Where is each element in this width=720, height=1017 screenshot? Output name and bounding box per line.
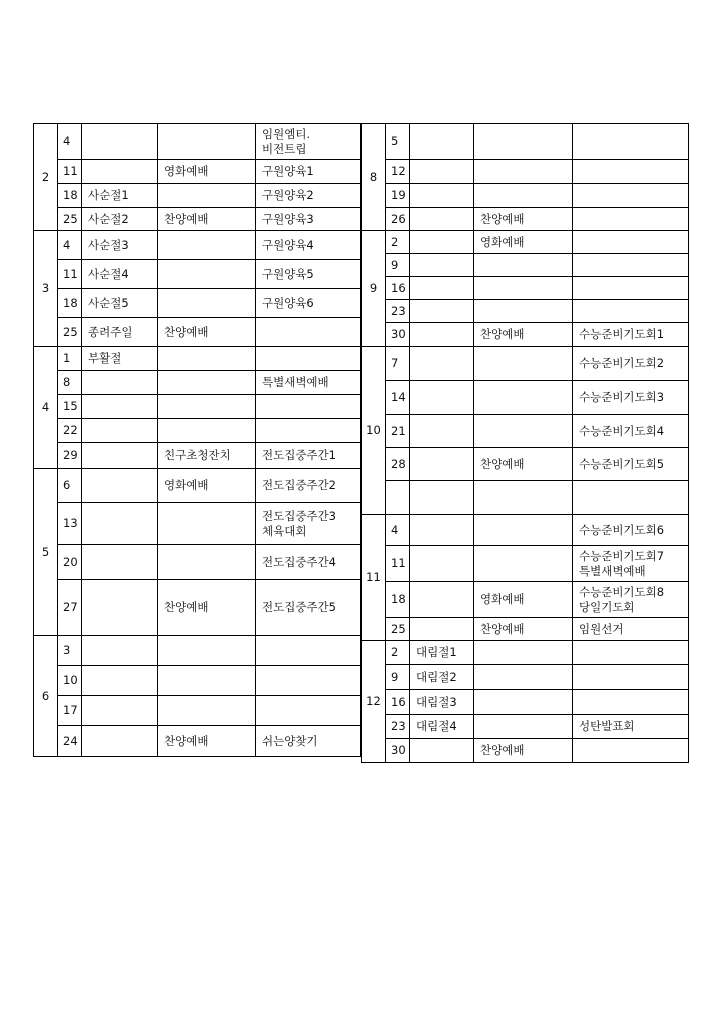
month-cell: 6	[34, 636, 58, 757]
note-cell	[573, 124, 689, 160]
note-cell: 수능준비기도회8 당일기도회	[573, 582, 689, 618]
note-cell	[573, 254, 689, 277]
note-cell	[256, 696, 361, 726]
note-cell: 임원엠티. 비전트립	[256, 124, 361, 160]
schedule-row	[34, 696, 361, 726]
season-cell	[82, 160, 158, 184]
season-cell	[82, 503, 158, 545]
schedule-row	[34, 503, 361, 545]
note-cell: 전도집중주간5	[256, 580, 361, 636]
note-cell: 전도집중주간3 체육대회	[256, 503, 361, 545]
season-cell: 사순절4	[82, 260, 158, 289]
worship-cell: 찬양예배	[474, 208, 573, 231]
schedule-row	[362, 665, 689, 690]
note-cell: 수능준비기도회4	[573, 415, 689, 448]
day-cell: 11	[58, 260, 82, 289]
worship-cell	[158, 260, 256, 289]
season-cell	[410, 618, 474, 641]
worship-cell: 영화예배	[158, 469, 256, 503]
worship-cell: 영화예배	[158, 160, 256, 184]
day-cell: 16	[386, 690, 410, 715]
note-cell	[573, 690, 689, 715]
season-cell	[82, 666, 158, 696]
season-cell: 대림절2	[410, 665, 474, 690]
note-cell	[256, 666, 361, 696]
schedule-row	[362, 481, 689, 515]
worship-cell: 찬양예배	[158, 208, 256, 231]
schedule-row	[34, 395, 361, 419]
note-cell: 쉬는양찾기	[256, 726, 361, 757]
schedule-row	[362, 582, 689, 618]
season-cell: 대림절1	[410, 641, 474, 665]
note-cell: 구원양육6	[256, 289, 361, 318]
day-cell: 18	[58, 184, 82, 208]
day-cell: 28	[386, 448, 410, 481]
schedule-row	[34, 160, 361, 184]
note-cell	[573, 300, 689, 323]
season-cell	[410, 739, 474, 763]
schedule-row	[34, 371, 361, 395]
season-cell	[82, 443, 158, 469]
day-cell: 19	[386, 184, 410, 208]
schedule-row	[362, 641, 689, 665]
season-cell	[410, 448, 474, 481]
worship-cell: 찬양예배	[474, 448, 573, 481]
schedule-row	[362, 160, 689, 184]
schedule-row	[362, 415, 689, 448]
note-cell: 구원양육2	[256, 184, 361, 208]
worship-cell	[474, 415, 573, 448]
day-cell: 30	[386, 739, 410, 763]
schedule-row	[34, 419, 361, 443]
day-cell: 26	[386, 208, 410, 231]
season-cell	[410, 582, 474, 618]
worship-cell	[474, 381, 573, 415]
season-cell: 사순절3	[82, 231, 158, 260]
day-cell: 17	[58, 696, 82, 726]
schedule-row	[362, 739, 689, 763]
schedule-row	[362, 208, 689, 231]
worship-cell: 찬양예배	[158, 318, 256, 347]
note-cell: 수능준비기도회1	[573, 323, 689, 347]
note-cell: 성탄발표회	[573, 715, 689, 739]
worship-cell	[474, 184, 573, 208]
month-cell: 11	[362, 515, 386, 641]
day-cell: 1	[58, 347, 82, 371]
day-cell: 9	[386, 665, 410, 690]
schedule-row	[362, 184, 689, 208]
schedule-row	[362, 277, 689, 300]
day-cell: 4	[58, 124, 82, 160]
schedule-row	[34, 347, 361, 371]
worship-cell: 찬양예배	[474, 323, 573, 347]
season-cell	[410, 208, 474, 231]
day-cell: 11	[58, 160, 82, 184]
worship-cell: 찬양예배	[158, 726, 256, 757]
month-cell: 12	[362, 641, 386, 763]
worship-cell	[474, 690, 573, 715]
day-cell: 8	[58, 371, 82, 395]
schedule-row	[362, 323, 689, 347]
season-cell	[82, 419, 158, 443]
schedule-row	[362, 546, 689, 582]
schedule-row	[34, 124, 361, 160]
day-cell: 5	[386, 124, 410, 160]
day-cell: 22	[58, 419, 82, 443]
note-cell: 구원양육5	[256, 260, 361, 289]
month-cell: 3	[34, 231, 58, 347]
schedule-row	[34, 580, 361, 636]
note-cell	[256, 318, 361, 347]
day-cell: 18	[386, 582, 410, 618]
season-cell: 대림절4	[410, 715, 474, 739]
season-cell	[410, 124, 474, 160]
worship-cell	[158, 371, 256, 395]
worship-cell	[158, 419, 256, 443]
schedule-row	[362, 618, 689, 641]
season-cell	[410, 381, 474, 415]
worship-cell	[474, 124, 573, 160]
note-cell	[573, 231, 689, 254]
schedule-table-right	[361, 123, 689, 763]
schedule-right-half	[361, 123, 688, 763]
worship-cell: 찬양예배	[474, 618, 573, 641]
day-cell: 23	[386, 300, 410, 323]
day-cell: 14	[386, 381, 410, 415]
worship-cell	[474, 300, 573, 323]
note-cell	[573, 184, 689, 208]
schedule-row	[34, 208, 361, 231]
note-cell: 수능준비기도회5	[573, 448, 689, 481]
season-cell	[82, 395, 158, 419]
day-cell	[386, 481, 410, 515]
season-cell	[82, 636, 158, 666]
worship-cell: 영화예배	[474, 231, 573, 254]
worship-cell	[158, 184, 256, 208]
day-cell: 12	[386, 160, 410, 184]
schedule-row	[34, 260, 361, 289]
season-cell	[410, 184, 474, 208]
worship-cell	[158, 231, 256, 260]
season-cell	[82, 726, 158, 757]
note-cell: 전도집중주간4	[256, 545, 361, 580]
day-cell: 6	[58, 469, 82, 503]
schedule-table-left	[33, 123, 361, 757]
day-cell: 3	[58, 636, 82, 666]
note-cell: 임원선거	[573, 618, 689, 641]
note-cell: 전도집중주간2	[256, 469, 361, 503]
worship-cell	[158, 636, 256, 666]
day-cell: 23	[386, 715, 410, 739]
day-cell: 16	[386, 277, 410, 300]
season-cell	[410, 515, 474, 546]
season-cell	[82, 696, 158, 726]
schedule-row	[362, 300, 689, 323]
note-cell: 특별새벽예배	[256, 371, 361, 395]
worship-cell	[474, 546, 573, 582]
note-cell: 수능준비기도회7 특별새벽예배	[573, 546, 689, 582]
season-cell: 사순절2	[82, 208, 158, 231]
schedule-left-half	[33, 123, 360, 757]
worship-cell	[158, 395, 256, 419]
day-cell: 29	[58, 443, 82, 469]
worship-cell	[158, 503, 256, 545]
season-cell	[82, 545, 158, 580]
day-cell: 13	[58, 503, 82, 545]
season-cell	[410, 277, 474, 300]
season-cell	[410, 323, 474, 347]
worship-cell	[474, 641, 573, 665]
season-cell: 부활절	[82, 347, 158, 371]
schedule-row	[34, 666, 361, 696]
schedule-row	[34, 636, 361, 666]
season-cell	[410, 254, 474, 277]
worship-cell: 찬양예배	[158, 580, 256, 636]
schedule-row	[34, 231, 361, 260]
note-cell	[573, 160, 689, 184]
worship-cell: 영화예배	[474, 582, 573, 618]
day-cell: 2	[386, 641, 410, 665]
schedule-row	[362, 231, 689, 254]
day-cell: 21	[386, 415, 410, 448]
worship-cell: 친구초청잔치	[158, 443, 256, 469]
day-cell: 10	[58, 666, 82, 696]
month-cell: 2	[34, 124, 58, 231]
schedule-row	[362, 381, 689, 415]
schedule-row	[362, 690, 689, 715]
worship-cell	[474, 515, 573, 546]
season-cell	[410, 231, 474, 254]
day-cell: 25	[58, 318, 82, 347]
schedule-row	[34, 289, 361, 318]
season-cell	[410, 415, 474, 448]
worship-cell	[474, 481, 573, 515]
day-cell: 15	[58, 395, 82, 419]
note-cell	[573, 481, 689, 515]
season-cell	[410, 481, 474, 515]
note-cell	[256, 395, 361, 419]
month-cell: 5	[34, 469, 58, 636]
worship-cell: 찬양예배	[474, 739, 573, 763]
season-cell	[410, 300, 474, 323]
schedule-row	[34, 726, 361, 757]
worship-cell	[474, 665, 573, 690]
note-cell: 구원양육3	[256, 208, 361, 231]
schedule-row	[362, 254, 689, 277]
schedule-row	[34, 443, 361, 469]
worship-cell	[474, 160, 573, 184]
note-cell: 수능준비기도회2	[573, 347, 689, 381]
season-cell	[82, 469, 158, 503]
day-cell: 30	[386, 323, 410, 347]
season-cell: 사순절1	[82, 184, 158, 208]
day-cell: 25	[386, 618, 410, 641]
worship-cell	[474, 254, 573, 277]
day-cell: 27	[58, 580, 82, 636]
day-cell: 18	[58, 289, 82, 318]
note-cell	[573, 641, 689, 665]
schedule-row	[362, 347, 689, 381]
month-cell: 9	[362, 231, 386, 347]
month-cell: 4	[34, 347, 58, 469]
schedule-row	[362, 448, 689, 481]
note-cell	[573, 208, 689, 231]
schedule-row	[34, 184, 361, 208]
note-cell: 수능준비기도회3	[573, 381, 689, 415]
worship-cell	[158, 545, 256, 580]
day-cell: 4	[386, 515, 410, 546]
note-cell: 구원양육1	[256, 160, 361, 184]
day-cell: 25	[58, 208, 82, 231]
worship-cell	[474, 347, 573, 381]
worship-cell	[158, 347, 256, 371]
day-cell: 7	[386, 347, 410, 381]
season-cell	[82, 371, 158, 395]
season-cell	[410, 546, 474, 582]
month-cell: 10	[362, 347, 386, 515]
schedule-row	[34, 469, 361, 503]
note-cell	[573, 277, 689, 300]
season-cell: 사순절5	[82, 289, 158, 318]
season-cell: 종려주일	[82, 318, 158, 347]
season-cell	[82, 124, 158, 160]
note-cell	[256, 347, 361, 371]
note-cell	[256, 419, 361, 443]
worship-cell	[474, 277, 573, 300]
day-cell: 11	[386, 546, 410, 582]
schedule-row	[362, 715, 689, 739]
note-cell: 전도집중주간1	[256, 443, 361, 469]
worship-cell	[158, 289, 256, 318]
worship-cell	[158, 124, 256, 160]
day-cell: 2	[386, 231, 410, 254]
worship-cell	[158, 666, 256, 696]
worship-cell	[474, 715, 573, 739]
month-cell: 8	[362, 124, 386, 231]
season-cell	[410, 347, 474, 381]
worship-cell	[158, 696, 256, 726]
schedule-row	[34, 545, 361, 580]
day-cell: 4	[58, 231, 82, 260]
season-cell: 대림절3	[410, 690, 474, 715]
schedule-row	[362, 124, 689, 160]
note-cell: 수능준비기도회6	[573, 515, 689, 546]
note-cell	[573, 739, 689, 763]
schedule-row	[362, 515, 689, 546]
note-cell: 구원양육4	[256, 231, 361, 260]
season-cell	[82, 580, 158, 636]
day-cell: 24	[58, 726, 82, 757]
day-cell: 20	[58, 545, 82, 580]
day-cell: 9	[386, 254, 410, 277]
schedule-row	[34, 318, 361, 347]
note-cell	[256, 636, 361, 666]
season-cell	[410, 160, 474, 184]
note-cell	[573, 665, 689, 690]
